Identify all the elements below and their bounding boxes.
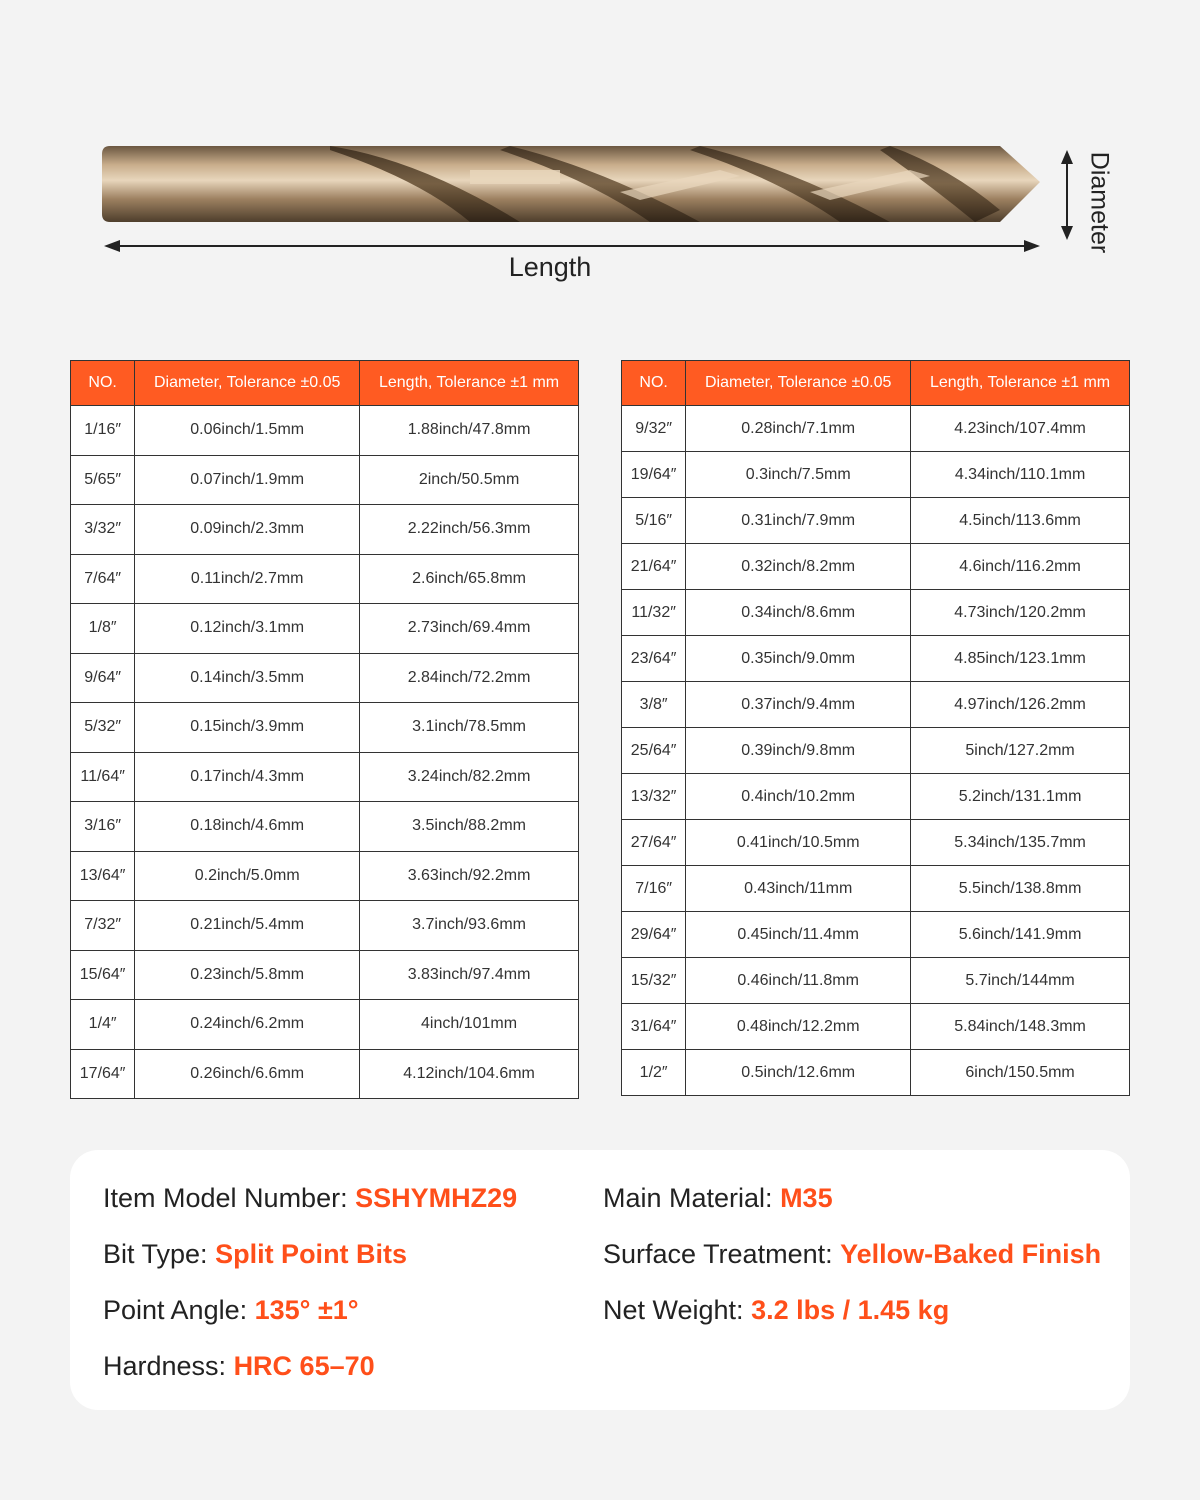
table-row: [622, 912, 1130, 958]
cell-diameter: 0.28inch/7.1mm: [686, 406, 911, 452]
diameter-arrow: [1061, 150, 1073, 240]
cell-length: 4.23inch/107.4mm: [911, 406, 1130, 452]
cell-no: 3/16″: [71, 802, 135, 852]
table-row: [71, 703, 579, 753]
cell-diameter: 0.48inch/12.2mm: [686, 1004, 911, 1050]
cell-no: 7/32″: [71, 901, 135, 951]
table-row: [71, 901, 579, 951]
cell-length: 2inch/50.5mm: [360, 455, 579, 505]
cell-diameter: 0.45inch/11.4mm: [686, 912, 911, 958]
table-row: [71, 851, 579, 901]
cell-length: 5.7inch/144mm: [911, 958, 1130, 1004]
table-row: [622, 1050, 1130, 1096]
cell-length: 3.24inch/82.2mm: [360, 752, 579, 802]
cell-length: 5inch/127.2mm: [911, 728, 1130, 774]
spec-surface-value: Yellow-Baked Finish: [840, 1239, 1102, 1269]
length-label: Length: [508, 252, 592, 282]
cell-diameter: 0.06inch/1.5mm: [135, 406, 360, 456]
cell-no: 5/16″: [622, 498, 686, 544]
cell-no: 1/8″: [71, 604, 135, 654]
cell-length: 6inch/150.5mm: [911, 1050, 1130, 1096]
cell-no: 3/8″: [622, 682, 686, 728]
spec-hardness-value: HRC 65–70: [233, 1351, 375, 1381]
cell-no: 29/64″: [622, 912, 686, 958]
cell-no: 15/32″: [622, 958, 686, 1004]
cell-length: 3.1inch/78.5mm: [360, 703, 579, 753]
spec-point-angle-label: Point Angle:: [103, 1295, 255, 1325]
cell-diameter: 0.3inch/7.5mm: [686, 452, 911, 498]
cell-length: 3.7inch/93.6mm: [360, 901, 579, 951]
cell-diameter: 0.24inch/6.2mm: [135, 1000, 360, 1050]
cell-diameter: 0.46inch/11.8mm: [686, 958, 911, 1004]
cell-no: 1/2″: [622, 1050, 686, 1096]
cell-no: 17/64″: [71, 1049, 135, 1099]
cell-diameter: 0.11inch/2.7mm: [135, 554, 360, 604]
cell-length: 5.6inch/141.9mm: [911, 912, 1130, 958]
cell-diameter: 0.15inch/3.9mm: [135, 703, 360, 753]
cell-diameter: 0.09inch/2.3mm: [135, 505, 360, 555]
table-row: [71, 802, 579, 852]
table-row: [71, 653, 579, 703]
cell-diameter: 0.39inch/9.8mm: [686, 728, 911, 774]
spec-weight-label: Net Weight:: [603, 1295, 752, 1325]
cell-length: 4.6inch/116.2mm: [911, 544, 1130, 590]
cell-no: 21/64″: [622, 544, 686, 590]
cell-no: 7/64″: [71, 554, 135, 604]
cell-diameter: 0.21inch/5.4mm: [135, 901, 360, 951]
table-row: [71, 455, 579, 505]
cell-no: 19/64″: [622, 452, 686, 498]
table-row: [71, 950, 579, 1000]
cell-length: 4inch/101mm: [360, 1000, 579, 1050]
spec-material-value: M35: [780, 1183, 833, 1213]
cell-no: 11/64″: [71, 752, 135, 802]
spec-surface-label: Surface Treatment:: [603, 1239, 841, 1269]
header-diameter: Diameter, Tolerance ±0.05: [686, 361, 911, 406]
table-row: [71, 604, 579, 654]
spec-model-label: Item Model Number:: [103, 1183, 356, 1213]
spec-bit-type-value: Split Point Bits: [215, 1239, 408, 1269]
size-table-right: [621, 360, 1130, 1096]
table-row: [622, 682, 1130, 728]
cell-diameter: 0.18inch/4.6mm: [135, 802, 360, 852]
cell-diameter: 0.31inch/7.9mm: [686, 498, 911, 544]
header-no: NO.: [71, 361, 135, 406]
table-row: [622, 498, 1130, 544]
table-row: [622, 866, 1130, 912]
cell-diameter: 0.37inch/9.4mm: [686, 682, 911, 728]
cell-diameter: 0.34inch/8.6mm: [686, 590, 911, 636]
spec-bit-type-label: Bit Type:: [103, 1239, 216, 1269]
cell-no: 31/64″: [622, 1004, 686, 1050]
spec-model-value: SSHYMHZ29: [355, 1183, 518, 1213]
spec-hardness: [103, 1351, 375, 1382]
table-row: [622, 820, 1130, 866]
cell-no: 3/32″: [71, 505, 135, 555]
cell-diameter: 0.26inch/6.6mm: [135, 1049, 360, 1099]
header-length: Length, Tolerance ±1 mm: [911, 361, 1130, 406]
cell-no: 9/64″: [71, 653, 135, 703]
table-row: [622, 728, 1130, 774]
cell-no: 1/16″: [71, 406, 135, 456]
cell-diameter: 0.41inch/10.5mm: [686, 820, 911, 866]
cell-length: 4.85inch/123.1mm: [911, 636, 1130, 682]
cell-no: 27/64″: [622, 820, 686, 866]
table-row: [622, 544, 1130, 590]
spec-hardness-label: Hardness:: [103, 1351, 234, 1381]
cell-length: 2.6inch/65.8mm: [360, 554, 579, 604]
spec-card: [70, 1150, 1130, 1410]
cell-length: 5.84inch/148.3mm: [911, 1004, 1130, 1050]
length-arrow: [104, 240, 1040, 252]
cell-no: 7/16″: [622, 866, 686, 912]
header-length: Length, Tolerance ±1 mm: [360, 361, 579, 406]
diameter-label: Diameter: [1085, 151, 1114, 254]
table-row: [71, 505, 579, 555]
cell-diameter: 0.43inch/11mm: [686, 866, 911, 912]
cell-length: 4.5inch/113.6mm: [911, 498, 1130, 544]
table-row: [622, 590, 1130, 636]
cell-diameter: 0.5inch/12.6mm: [686, 1050, 911, 1096]
table-row: [71, 554, 579, 604]
cell-length: 3.83inch/97.4mm: [360, 950, 579, 1000]
spec-bit-type: [103, 1239, 407, 1270]
cell-length: 4.97inch/126.2mm: [911, 682, 1130, 728]
table-row: [622, 774, 1130, 820]
spec-weight-value: 3.2 lbs / 1.45 kg: [751, 1295, 950, 1325]
cell-diameter: 0.32inch/8.2mm: [686, 544, 911, 590]
table-row: [71, 406, 579, 456]
spec-material-label: Main Material:: [603, 1183, 781, 1213]
cell-no: 5/65″: [71, 455, 135, 505]
table-row: [622, 452, 1130, 498]
spec-model: [103, 1183, 517, 1214]
cell-no: 13/32″: [622, 774, 686, 820]
table-row: [622, 1004, 1130, 1050]
spec-point-angle: [103, 1295, 359, 1326]
cell-no: 9/32″: [622, 406, 686, 452]
header-no: NO.: [622, 361, 686, 406]
cell-length: 3.63inch/92.2mm: [360, 851, 579, 901]
cell-length: 2.73inch/69.4mm: [360, 604, 579, 654]
cell-length: 5.5inch/138.8mm: [911, 866, 1130, 912]
cell-diameter: 0.07inch/1.9mm: [135, 455, 360, 505]
header-diameter: Diameter, Tolerance ±0.05: [135, 361, 360, 406]
cell-no: 11/32″: [622, 590, 686, 636]
spec-material: [603, 1183, 833, 1214]
cell-length: 2.22inch/56.3mm: [360, 505, 579, 555]
cell-length: 4.12inch/104.6mm: [360, 1049, 579, 1099]
drill-bit: [102, 146, 1040, 222]
cell-length: 4.73inch/120.2mm: [911, 590, 1130, 636]
cell-length: 1.88inch/47.8mm: [360, 406, 579, 456]
cell-length: 4.34inch/110.1mm: [911, 452, 1130, 498]
cell-diameter: 0.35inch/9.0mm: [686, 636, 911, 682]
cell-length: 2.84inch/72.2mm: [360, 653, 579, 703]
cell-no: 25/64″: [622, 728, 686, 774]
cell-diameter: 0.23inch/5.8mm: [135, 950, 360, 1000]
cell-diameter: 0.2inch/5.0mm: [135, 851, 360, 901]
size-table-left: [70, 360, 579, 1099]
cell-length: 5.34inch/135.7mm: [911, 820, 1130, 866]
cell-diameter: 0.17inch/4.3mm: [135, 752, 360, 802]
table-row: [622, 406, 1130, 452]
cell-diameter: 0.4inch/10.2mm: [686, 774, 911, 820]
table-row: [622, 636, 1130, 682]
table-header-row: [622, 361, 1130, 406]
table-row: [71, 1049, 579, 1099]
cell-no: 1/4″: [71, 1000, 135, 1050]
table-row: [71, 752, 579, 802]
cell-no: 23/64″: [622, 636, 686, 682]
cell-length: 3.5inch/88.2mm: [360, 802, 579, 852]
cell-no: 5/32″: [71, 703, 135, 753]
cell-no: 15/64″: [71, 950, 135, 1000]
table-row: [622, 958, 1130, 1004]
spec-point-angle-value: 135° ±1°: [254, 1295, 359, 1325]
cell-diameter: 0.12inch/3.1mm: [135, 604, 360, 654]
table-header-row: [71, 361, 579, 406]
table-row: [71, 1000, 579, 1050]
spec-surface: [603, 1239, 1101, 1270]
cell-length: 5.2inch/131.1mm: [911, 774, 1130, 820]
cell-diameter: 0.14inch/3.5mm: [135, 653, 360, 703]
spec-weight: [603, 1295, 949, 1326]
cell-no: 13/64″: [71, 851, 135, 901]
